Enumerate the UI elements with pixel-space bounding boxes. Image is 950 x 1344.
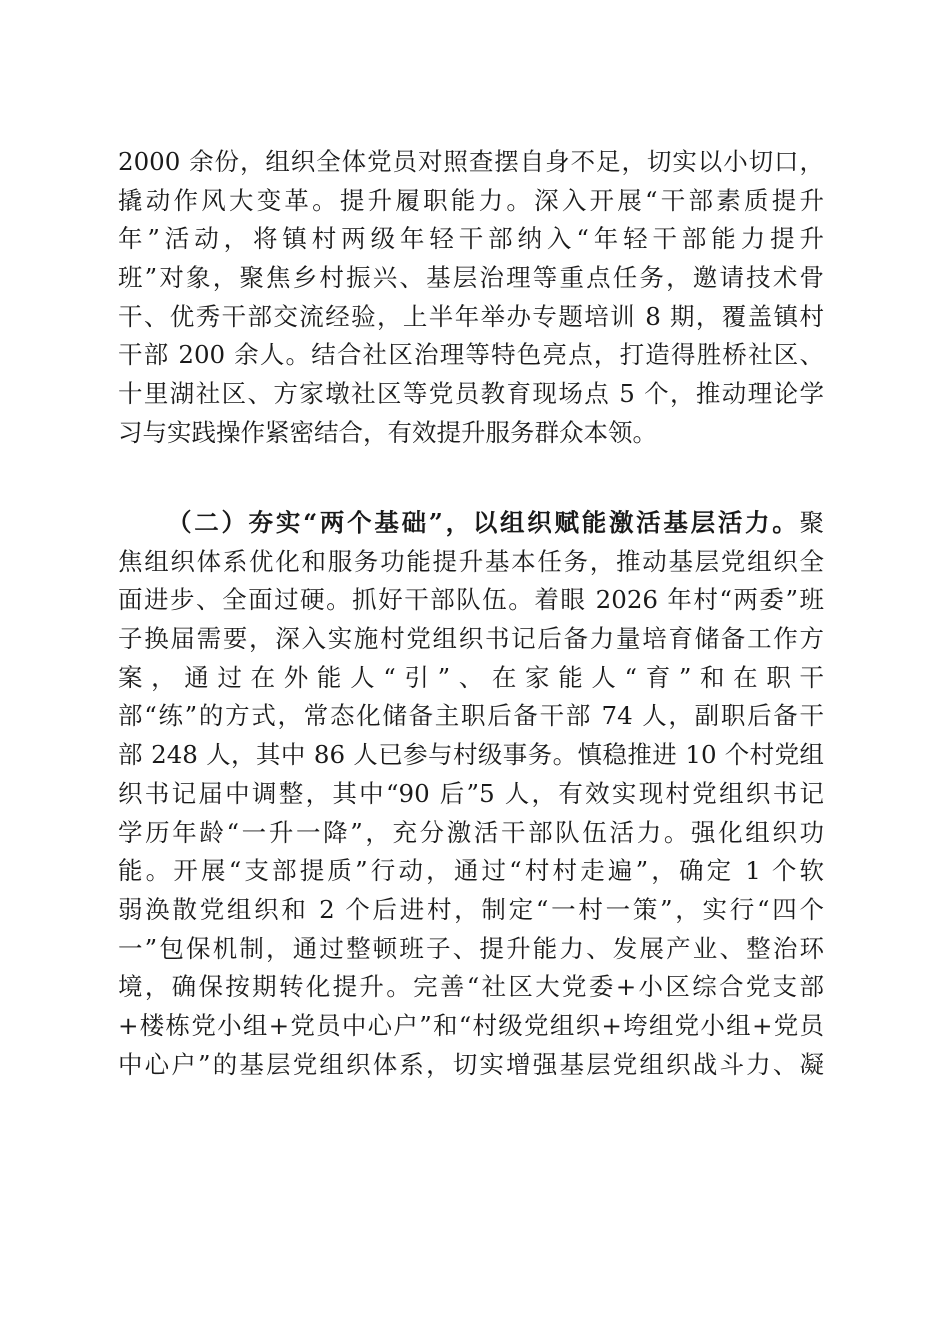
heading-continuation: 聚 <box>799 508 824 537</box>
paragraph-first-line <box>118 504 824 543</box>
paragraph-line: 干部 200 余人。结合社区治理等特色亮点，打造得胜桥社区、 <box>118 340 824 370</box>
paragraph-2 <box>118 504 824 1084</box>
paragraph-line: 学历年龄“一升一降”，充分激活干部队伍活力。强化组织功 <box>118 817 824 847</box>
paragraph-line: 部 248 人，其中 86 人已参与村级事务。慎稳推进 10 个村党组 <box>118 740 824 770</box>
paragraph-line: 案，通过在外能人“引”、在家能人“育”和在职干 <box>118 662 824 692</box>
paragraph-line: 子换届需要，深入实施村党组织书记后备力量培育储备工作方 <box>118 624 824 654</box>
paragraph-line: 班”对象，聚焦乡村振兴、基层治理等重点任务，邀请技术骨 <box>118 263 824 293</box>
paragraph-line: 干、优秀干部交流经验，上半年举办专题培训 8 期，覆盖镇村 <box>118 301 824 331</box>
paragraph-line: 习与实践操作紧密结合，有效提升服务群众本领。 <box>118 417 657 447</box>
paragraph-line: 面进步、全面过硬。抓好干部队伍。着眼 2026 年村“两委”班 <box>118 585 824 615</box>
paragraph-line: 织书记届中调整，其中“90 后”5 人，有效实现村党组织书记 <box>118 778 824 808</box>
paragraph-line: +楼栋党小组+党员中心户”和“村级党组织+垮组党小组+党员 <box>118 1010 824 1040</box>
paragraph-line: 撬动作风大变革。提升履职能力。深入开展“干部素质提升 <box>118 185 824 215</box>
paragraph-line: 一”包保机制，通过整顿班子、提升能力、发展产业、整治环 <box>118 933 824 963</box>
paragraph-line: 2000 余份，组织全体党员对照查摆自身不足，切实以小切口， <box>118 147 824 176</box>
section-heading: （二）夯实“两个基础”，以组织赋能激活基层活力。 <box>167 508 800 537</box>
paragraph-line: 部“练”的方式，常态化储备主职后备干部 74 人，副职后备干 <box>118 701 824 731</box>
paragraph-line: 中心户”的基层党组织体系，切实增强基层党组织战斗力、凝 <box>118 1049 824 1079</box>
paragraph-line: 年”活动，将镇村两级年轻干部纳入“年轻干部能力提升 <box>118 224 824 254</box>
paragraph-line: 能。开展“支部提质”行动，通过“村村走遍”，确定 1 个软 <box>118 856 824 886</box>
paragraph-line: 十里湖社区、方家墩社区等党员教育现场点 5 个，推动理论学 <box>118 379 824 409</box>
paragraph-line: 焦组织体系优化和服务功能提升基本任务，推动基层党组织全 <box>118 546 824 576</box>
paragraph-line: 弱涣散党组织和 2 个后进村，制定“一村一策”，实行“四个 <box>118 894 824 924</box>
paragraph-line: 境，确保按期转化提升。完善“社区大党委+小区综合党支部 <box>118 972 824 1002</box>
paragraph-1 <box>118 143 824 453</box>
